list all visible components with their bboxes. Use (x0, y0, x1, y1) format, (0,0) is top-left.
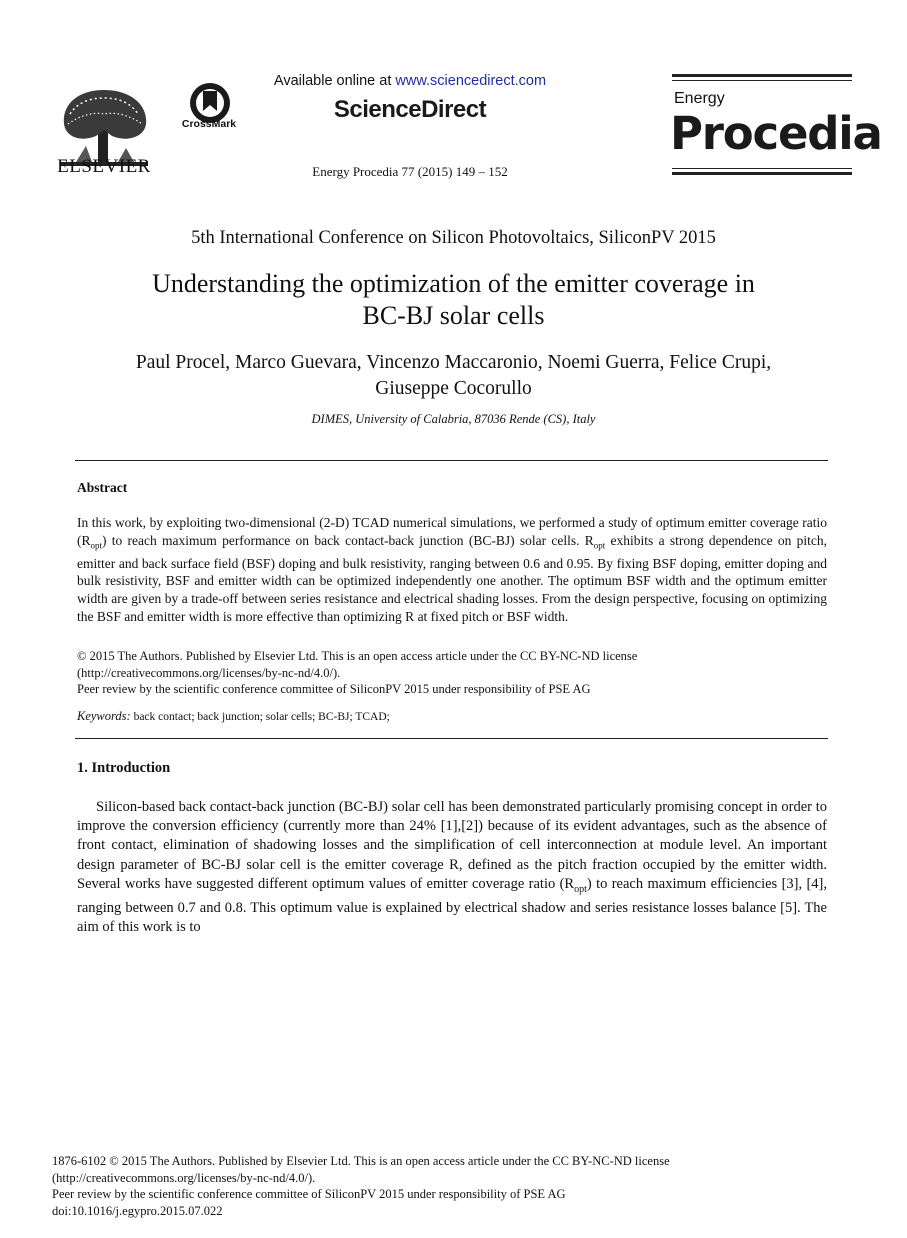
sciencedirect-wordmark: ScienceDirect (333, 96, 487, 123)
copyright-block (77, 648, 827, 698)
footer-license-link[interactable]: (http://creativecommons.org/licenses/by-nc-nd/4.0/). (52, 1170, 316, 1185)
journal-logo-energy: Energy (674, 90, 725, 107)
section-divider (75, 460, 828, 461)
introduction-heading: 1. Introduction (77, 760, 171, 776)
abstract-text (77, 514, 827, 625)
elsevier-wordmark: ELSEVIER (57, 156, 151, 177)
available-online-line (240, 73, 580, 89)
keywords-line (77, 708, 827, 726)
author-list (80, 350, 827, 402)
subscript: opt (593, 540, 606, 551)
footer-peer-review: Peer review by the scientific conference committee of SiliconPV 2015 under responsibility of PSE AG (52, 1187, 566, 1201)
affiliation: DIMES, University of Calabria, 87036 Rende (CS), Italy (311, 412, 596, 426)
subscript: opt (574, 883, 587, 895)
keywords-label: Keywords: (77, 709, 131, 723)
journal-reference: Energy Procedia 77 (2015) 149 – 152 (312, 164, 508, 179)
available-prefix: Available online at (273, 73, 396, 89)
journal-logo-procedia: Procedia (670, 107, 882, 160)
introduction-text (77, 798, 827, 937)
intro-paragraph (77, 798, 827, 937)
authors-line: Paul Procel, Marco Guevara, Vincenzo Maccaronio, Noemi Guerra, Felice Crupi, (135, 352, 772, 373)
crossmark-label: CrossMark (181, 118, 237, 130)
abstract-part: In this work, by exploiting two-dimensional (2-D) TCAD numerical simulations, we performed a study of optimum emitter coverage ratio (R (77, 515, 827, 548)
abstract-part: ) to reach maximum performance on back contact-back junction (BC-BJ) solar cells. R (102, 532, 594, 548)
journal-logo-rule (672, 168, 852, 169)
journal-logo-rule (672, 74, 852, 77)
abstract-part: exhibits a strong dependence on pitch, emitter and back surface field (BSF) doping and bulk resistivity, ranging between 0.6 and 0.95. By fixing BSF doping, emitter doping and bulk resistivity, BSF and emitter width can be optimized independently one another. The optimum BSF width and the optimum emitter width are given by a trade-off between series resistance and electrical shading losses. From the design perspective, focusing on optimizing the BSF and emitter width is more effective than optimizing R at fixed pitch or BSF width. (77, 532, 827, 624)
issn-line: 1876-6102 © 2015 The Authors. Published by Elsevier Ltd. This is an open access article under the CC BY-NC-ND license (52, 1154, 670, 1168)
title-line: Understanding the optimization of the emitter coverage in (152, 269, 755, 298)
sciencedirect-link[interactable]: www.sciencedirect.com (395, 73, 547, 89)
journal-logo-rule (672, 172, 852, 175)
authors-line: Giuseppe Cocorullo (375, 378, 532, 399)
subscript: opt (90, 540, 103, 551)
section-divider (75, 738, 828, 739)
abstract-heading: Abstract (77, 480, 128, 495)
intro-part: ) to reach maximum efficiencies [3], [4], ranging between 0.7 and 0.8. This optimum value is explained by electrical shadow and series resistance losses balance [5]. The aim of this work is to (77, 875, 827, 936)
doi-line[interactable]: doi:10.1016/j.egypro.2015.07.022 (52, 1203, 223, 1218)
conference-name: 5th International Conference on Silicon Photovoltaics, SiliconPV 2015 (191, 228, 716, 248)
journal-logo-rule (672, 80, 852, 81)
intro-part: Silicon-based back contact-back junction (BC-BJ) solar cell has been demonstrated particularly promising concept in order to improve the conversion efficiency (currently more than 24% [1],[2]) because of its evident advantages, such as the absence of front contact, elimination of shadowing losses and the simplification of cell interconnection at module level. An important design parameter of BC-BJ solar cell is the emitter coverage R, defined as the pitch fraction occupied by the emitter width. Several works have suggested different optimum values of emitter coverage ratio (R (77, 799, 827, 892)
license-link[interactable]: (http://creativecommons.org/licenses/by-nc-nd/4.0/). (77, 665, 341, 680)
title-line: BC-BJ solar cells (362, 301, 545, 330)
peer-review-line: Peer review by the scientific conference committee of SiliconPV 2015 under responsibility of PSE AG (77, 682, 591, 696)
paper-title (100, 268, 807, 332)
copyright-line: © 2015 The Authors. Published by Elsevier Ltd. This is an open access article under the CC BY-NC-ND license (77, 649, 638, 663)
footer-block (52, 1153, 852, 1219)
keywords-values: back contact; back junction; solar cells; BC-BJ; TCAD; (130, 711, 390, 723)
